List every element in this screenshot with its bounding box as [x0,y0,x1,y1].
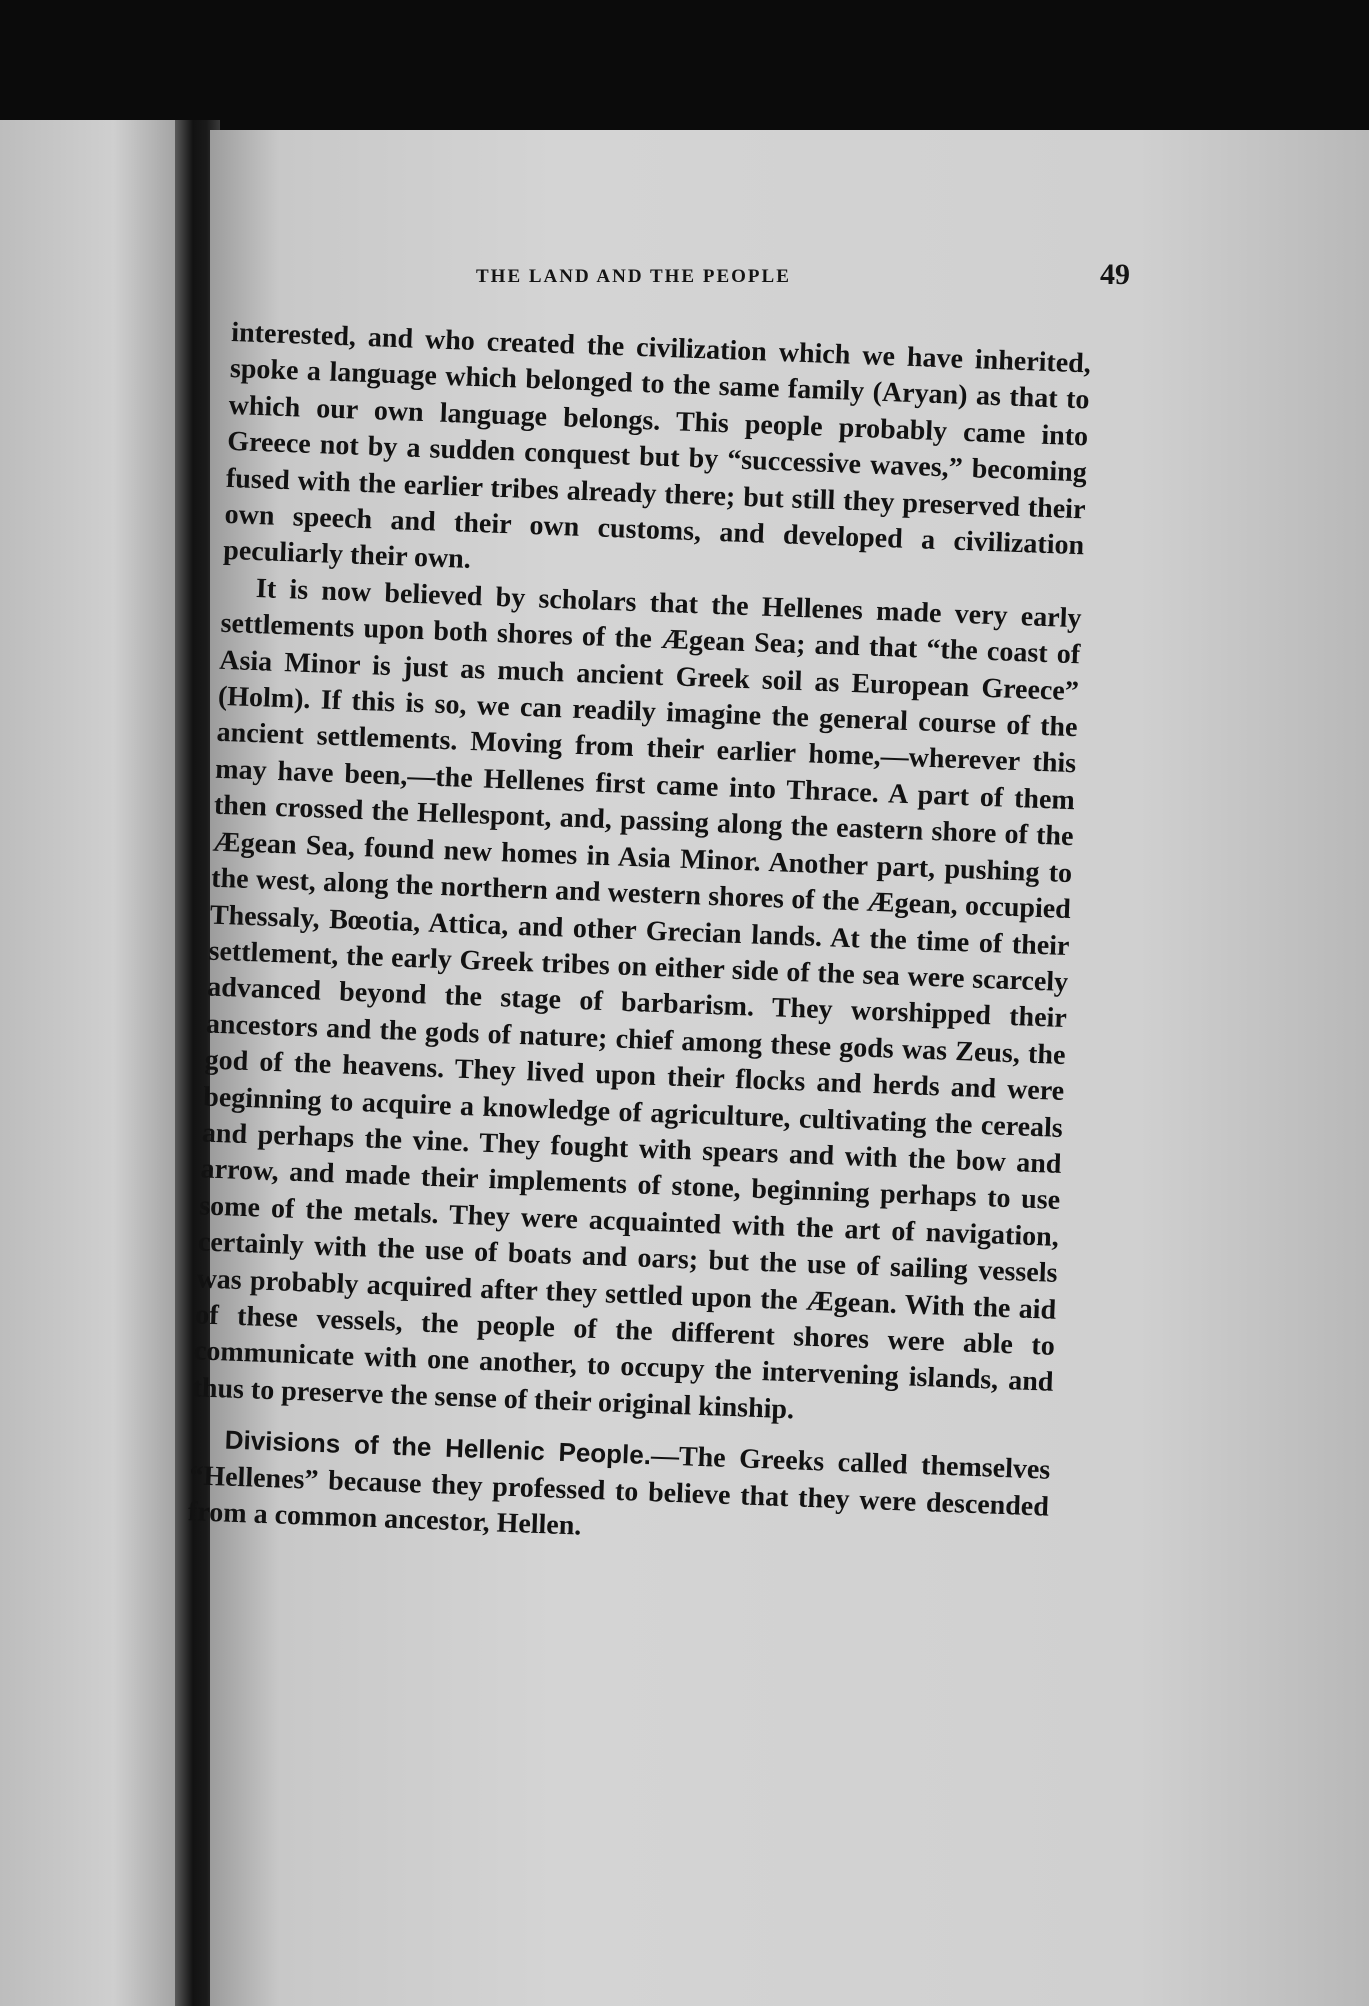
paragraph: interested, and who created the civilization which we have inherited, spoke a language which belonged to the same family (Aryan) as that to which our own language belongs. This people probably came into Greece not by a sudden conquest but by “successive waves,” becoming fused with the earlier tribes already there; but still they preserved their own speech and their own customs, and developed a civilization peculiarly their own. [222,316,1092,576]
running-title: THE LAND AND THE PEOPLE [476,266,791,287]
section-heading: Divisions of the Hellenic People. [224,1424,652,1471]
paragraph: It is now believed by scholars that the Hellenes made very early settlements upon both shores of the Ægean Sea; and that “the coast of Asia Minor is just as much ancient Greek soil as European Greece” (Holm). If this is so, we can readily imagine the general course of the ancient settlements. Moving from their earlier home,—wherever this may have been,—the Hellenes first came into Thrace. A part of them then crossed the Hellespont, and, passing along the eastern shore of the Ægean Sea, found new homes in Asia Minor. Another part, pushing to the west, along the northern and western shores of the Ægean, occupied Thessaly, Bœotia, Attica, and other Grecian lands. At the time of their settlement, the early Greek tribes on either side of the sea were scarcely advanced beyond the stage of barbarism. They worshipped their ancestors and the gods of nature; chief among these gods was Zeus, the god of the heavens. They lived upon their flocks and herds and were beginning to acquire a knowledge of agriculture, cultivating the cereals and perhaps the vine. They fought with spears and with the bow and arrow, and made their implements of stone, beginning perhaps to use some of the metals. They were acquainted with the art of navigation, certainly with the use of boats and oars; but the use of sailing vessels was probably acquired after they settled upon the Ægean. With the aid of these vessels, the people of the different shores were able to communicate with one another, to occupy the intervening islands, and thus to preserve the sense of their original kinship. [192,572,1083,1426]
body-text [187,315,1091,1562]
page-number: 49 [1100,258,1130,291]
section-text: —The Greeks called themselves “Hellenes” because they professed to believe that they were descended from a common ancestor, Hellen. [187,1440,1051,1542]
running-header [476,258,1136,298]
facing-page-edge [0,120,190,2006]
